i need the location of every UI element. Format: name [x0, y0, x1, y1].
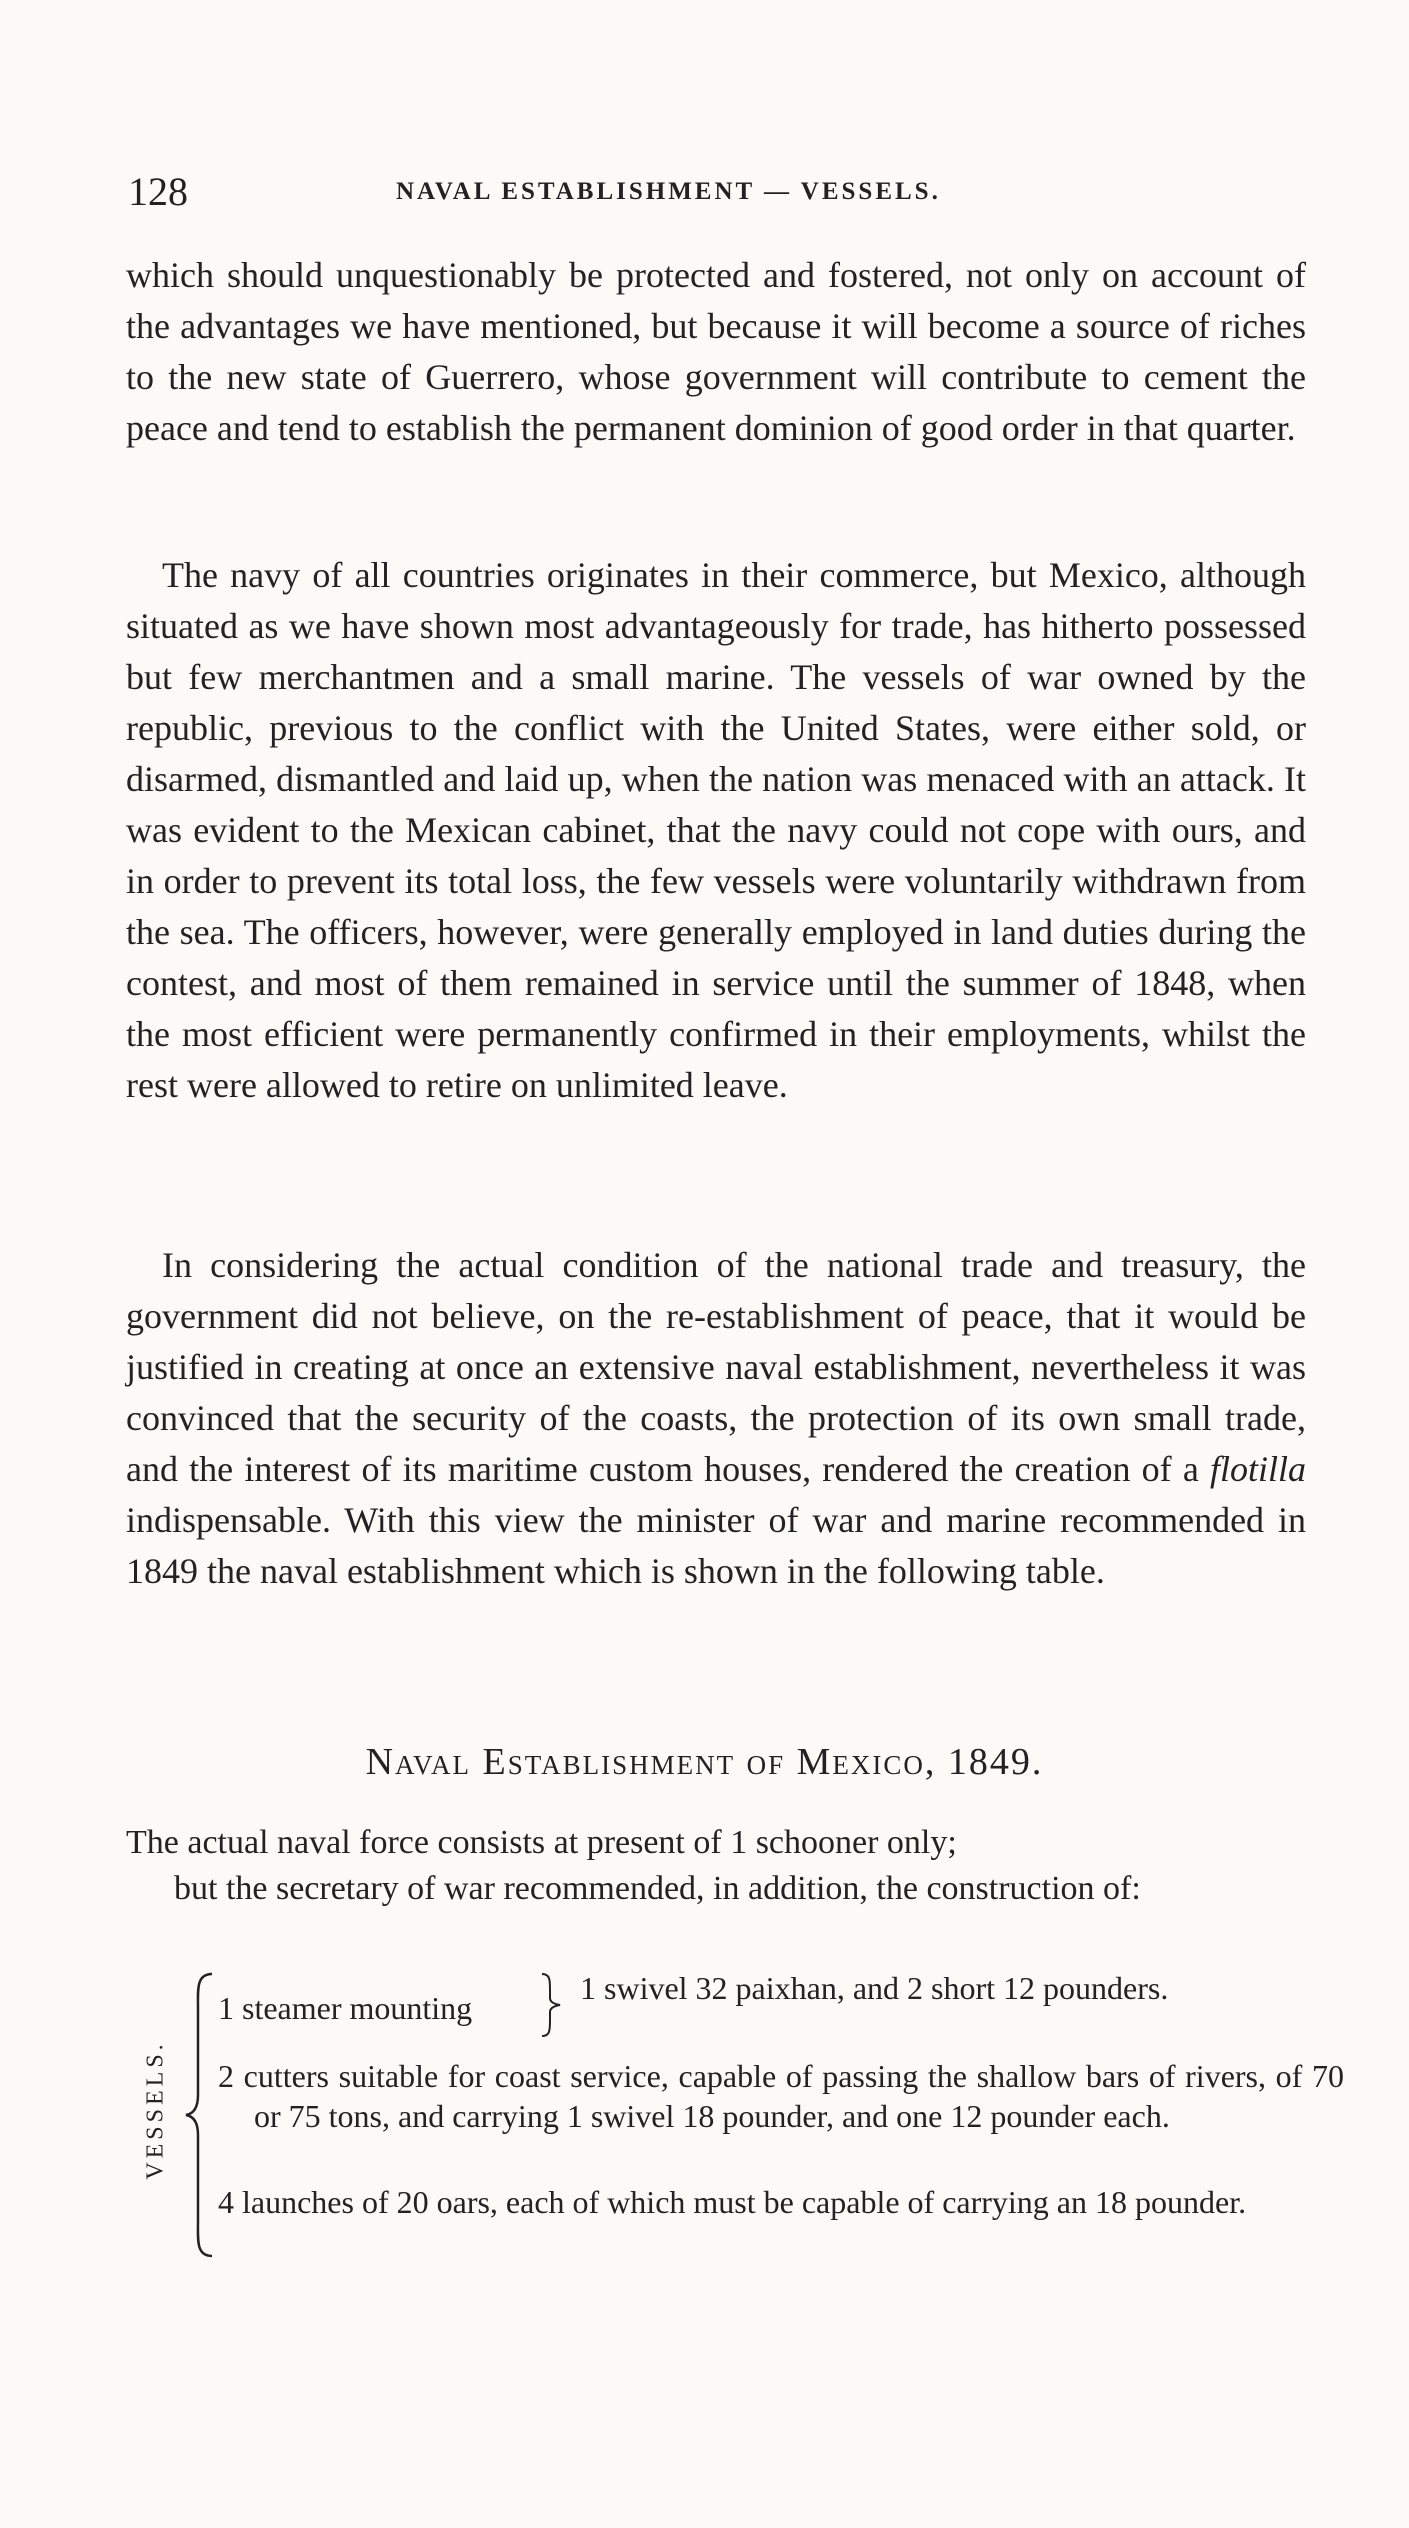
steamer-spec: 1 swivel 32 paixhan, and 2 short 12 pounders.: [580, 1970, 1169, 2006]
vessels-list: [126, 1970, 1344, 2260]
paragraph-1: [126, 250, 1306, 454]
left-brace-icon: [182, 1970, 218, 2260]
paragraph-3-text: [126, 1240, 1306, 1597]
vessel-item-launches: 4 launches of 20 oars, each of which must be capable of carrying an 18 pounder.: [218, 2184, 1247, 2220]
steamer-lead: 1 steamer mounting: [218, 1990, 473, 2026]
paragraph-2-text: The navy of all countries originates in their commerce, but Mexico, although situated as we have shown most advantageously for trade, has hitherto possessed but few merchantmen and a small marine. The vessels of war owned by the republic, previous to the conflict with the United States, were either sold, or disarmed, dismantled and laid up, when the nation was menaced with an attack. It was evident to the Mexican cabinet, that the navy could not cope with ours, and in order to prevent its total loss, the few vessels were voluntarily withdrawn from the sea. The officers, however, were generally employed in land duties during the contest, and most of them remained in service until the summer of 1848, when the most efficient were permanently confirmed in their employments, whilst the rest were allowed to retire on unlimited leave.: [126, 555, 1306, 1105]
running-head: NAVAL ESTABLISHMENT — VESSELS.: [396, 178, 941, 205]
vessels-side-label-text: VESSELS.: [142, 2040, 169, 2180]
table-intro-line1: The actual naval force consists at present of 1 schooner only;: [126, 1824, 957, 1861]
vessels-side-label: [136, 2010, 176, 2210]
table-intro-rest: but the secretary of war recommended, in addition, the construction of:: [174, 1870, 1141, 1907]
paragraph-3: [126, 1240, 1306, 1597]
table-intro: [126, 1820, 1306, 1912]
flotilla-emphasis: flotilla: [1209, 1449, 1306, 1489]
table-title: Naval Establishment of Mexico, 1849.: [365, 1741, 1044, 1783]
paragraph-3-before: In considering the actual condition of the national trade and treasury, the government did not believe, on the re-establishment of peace, that it would be justified in creating at once an extensive naval establishment, nevertheless it was convinced that the security of the coasts, the protection of its own small trade, and the interest of its maritime custom houses, rendered the creation of a: [126, 1245, 1306, 1489]
paragraph-2: [126, 550, 1306, 1111]
paragraph-1-text: which should unquestionably be protected and fostered, not only on account of the advantages we have mentioned, but because it will become a source of riches to the new state of Guerrero, whose government will contribute to cement the peace and tend to establish the permanent dominion of good order in that quarter.: [126, 255, 1306, 448]
paragraph-3-after: indispensable. With this view the minister of war and marine recommended in 1849 the naval establishment which is shown in the following table.: [126, 1500, 1306, 1591]
page-header: [128, 168, 1308, 220]
page-number: 128: [128, 169, 188, 214]
vessel-item-cutters: 2 cutters suitable for coast service, capable of passing the shallow bars of rivers, of 70 or 75 tons, and carrying 1 swivel 18 pounder, and one 12 pounder each.: [218, 2058, 1344, 2134]
small-brace-icon: [538, 1970, 566, 2040]
